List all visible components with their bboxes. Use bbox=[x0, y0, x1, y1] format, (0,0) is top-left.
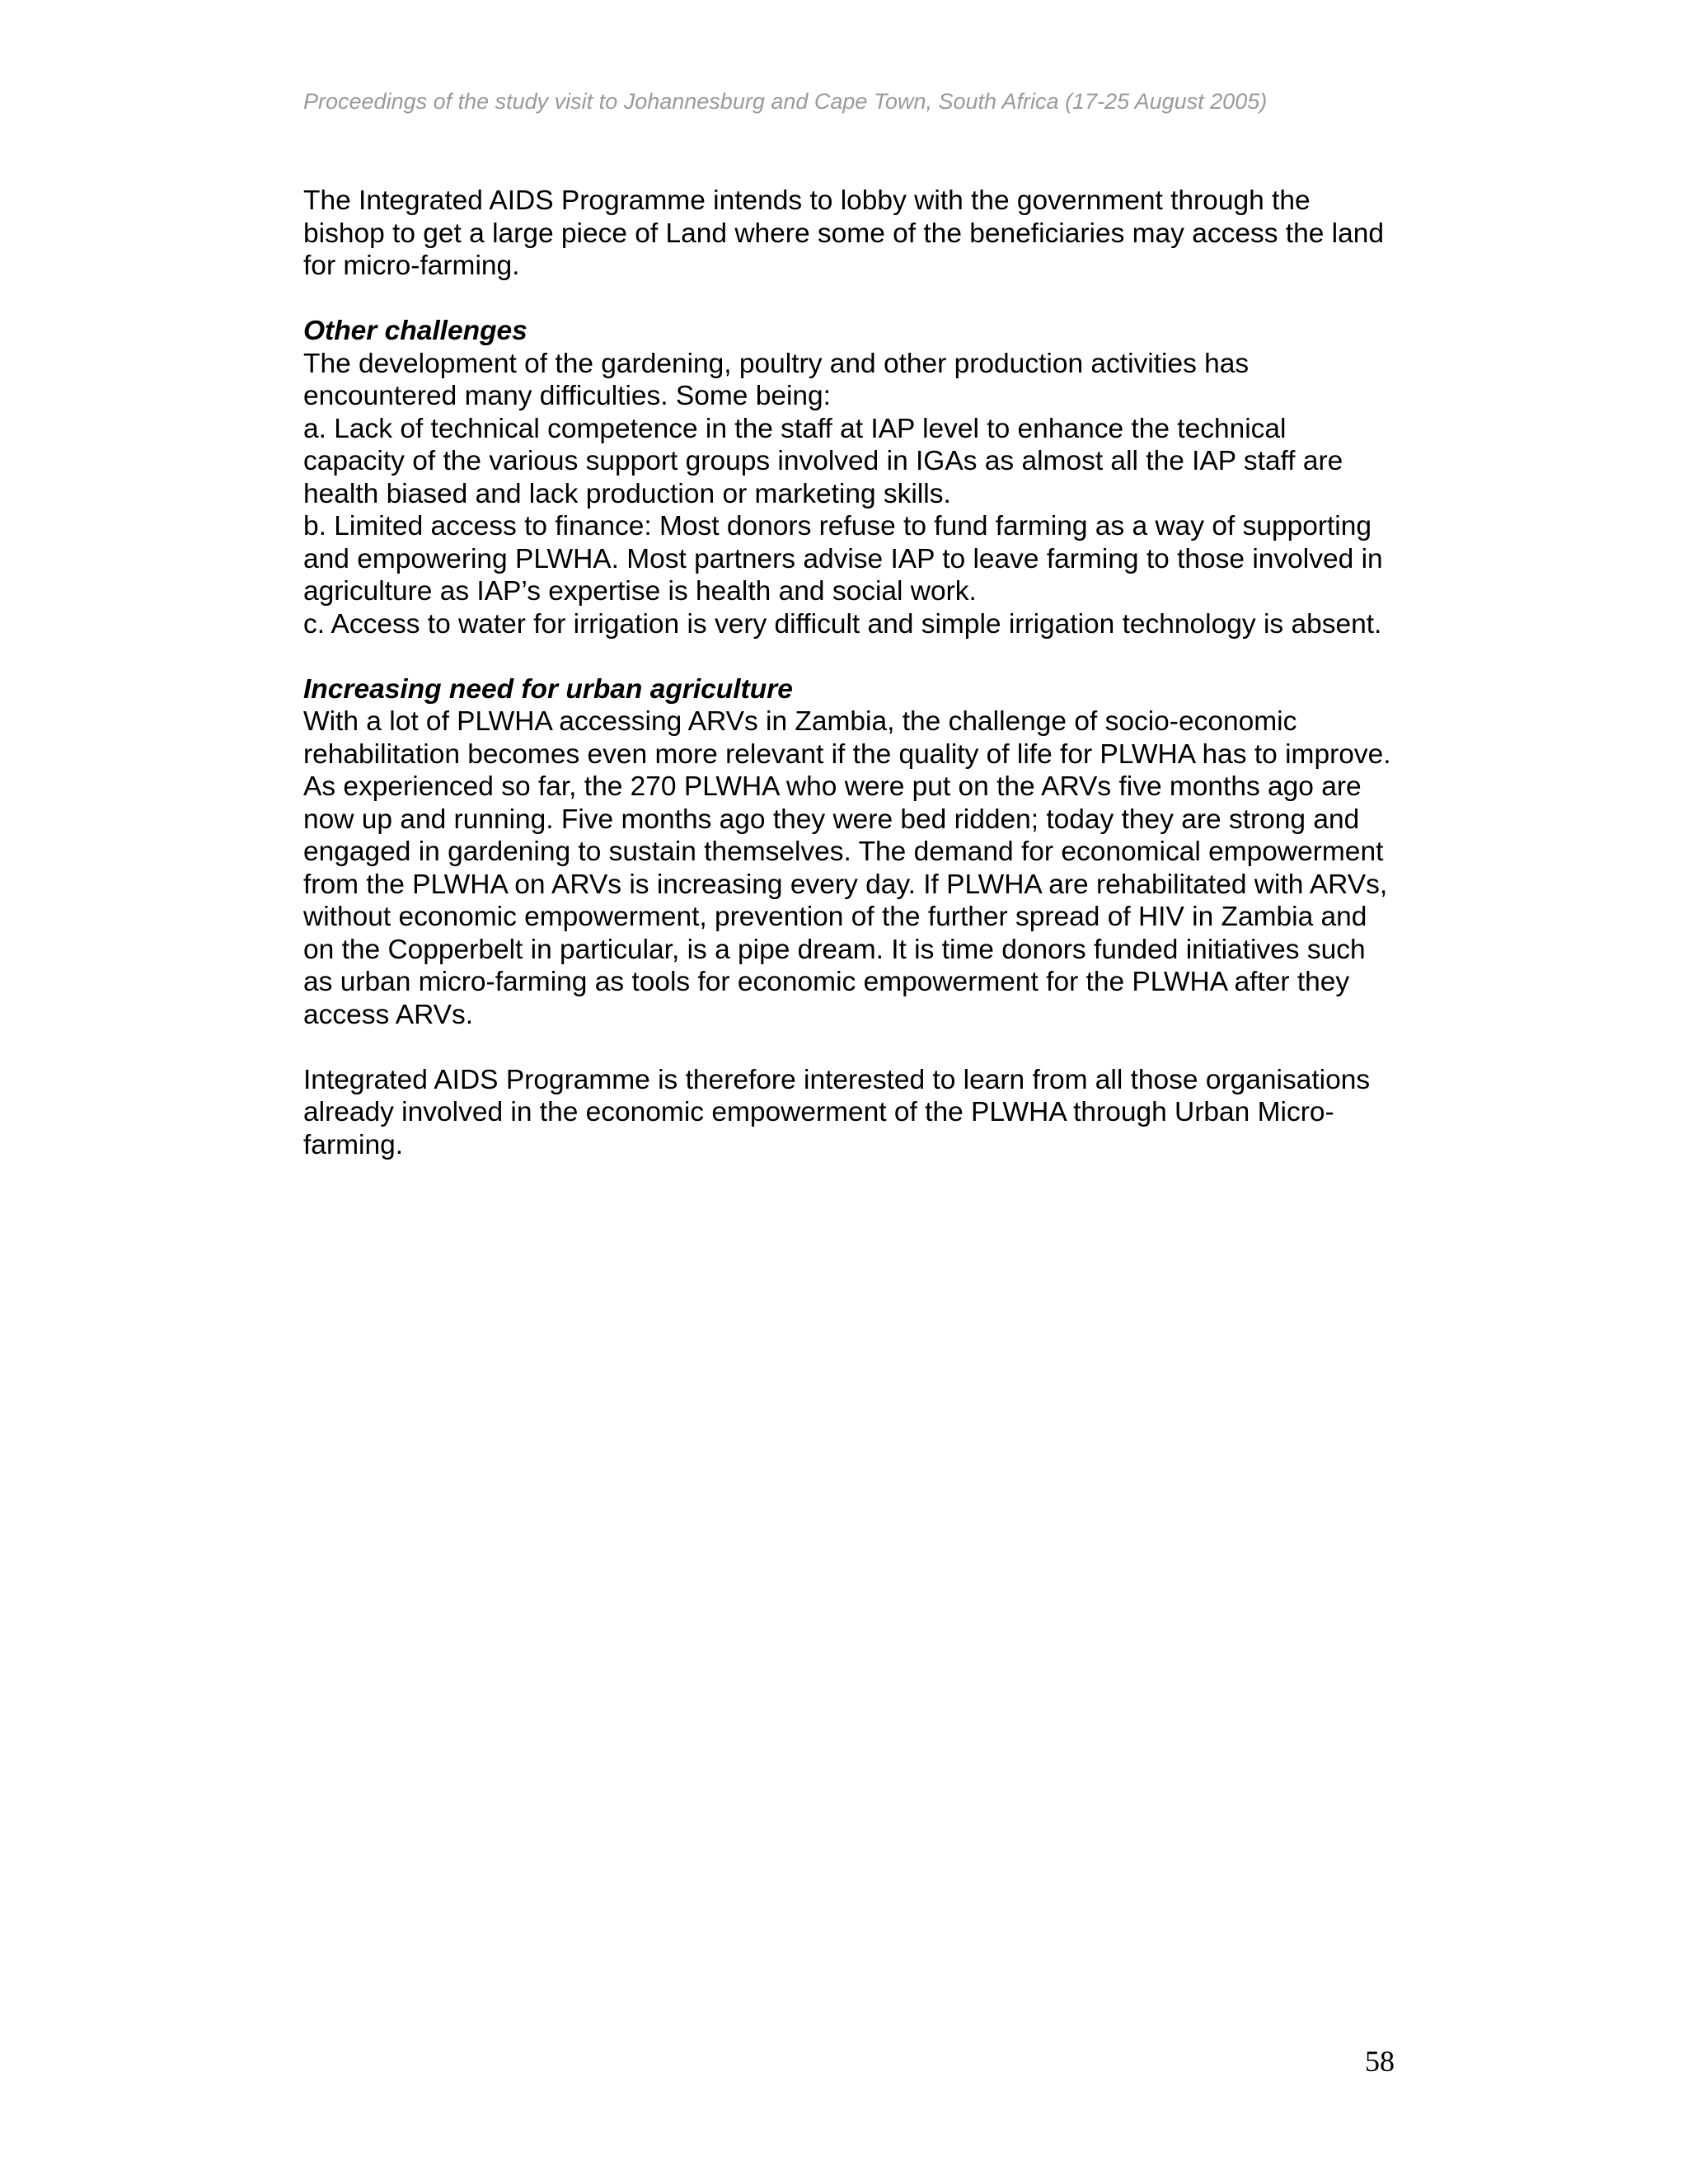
intro-paragraph: The Integrated AIDS Programme intends to lobby with the government through the bishop to get a large piece of Land where some of the beneficiaries may access the land for micro-farming. bbox=[303, 185, 1385, 281]
running-header: Proceedings of the study visit to Johannesburg and Cape Town, South Africa (17-25 August 2005) bbox=[303, 89, 1268, 114]
paragraph-spacer bbox=[303, 640, 1391, 673]
challenge-item-a: a. Lack of technical competence in the staff at IAP level to enhance the technical capacity of the various support groups involved in IGAs as almost all the IAP staff are health biased and lack production or marketing skills. bbox=[303, 413, 1343, 509]
section-heading-other-challenges: Other challenges bbox=[303, 316, 528, 346]
challenge-item-b: b. Limited access to finance: Most donors refuse to fund farming as a way of supporting and empowering PLWHA. Most partners advise IAP to leave farming to those involved in agriculture as IAP’s expertise is health and social work. bbox=[303, 511, 1383, 607]
paragraph-spacer bbox=[303, 283, 1391, 316]
closing-paragraph: Integrated AIDS Programme is therefore interested to learn from all those organisations already involved in the economic empowerment of the PLWHA through Urban Micro-farming. bbox=[303, 1064, 1371, 1160]
other-challenges-lead: The development of the gardening, poultry and other production activities has encountered many difficulties. Some being: bbox=[303, 348, 1250, 411]
paragraph-spacer bbox=[303, 1031, 1391, 1064]
page-number: 58 bbox=[1365, 2045, 1395, 2078]
section-heading-urban-agriculture: Increasing need for urban agriculture bbox=[303, 673, 793, 705]
urban-agriculture-paragraph: With a lot of PLWHA accessing ARVs in Zambia, the challenge of socio-economic rehabilitation becomes even more relevant if the quality of life for PLWHA has to improve. As experienced so far, the 270 PLWHA who were put on the ARVs five months ago are now up and running. Five months ago they were bed ridden; today they are strong and engaged in gardening to sustain themselves. The demand for economical empowerment from the PLWHA on ARVs is increasing every day. If PLWHA are rehabilitated with ARVs, without economic empowerment, prevention of the further spread of HIV in Zambia and on the Copperbelt in particular, is a pipe dream. It is time donors funded initiatives such as urban micro-farming as tools for economic empowerment for the PLWHA after they access ARVs. bbox=[303, 706, 1391, 1030]
document-body bbox=[303, 185, 1391, 1161]
challenge-item-c: c. Access to water for irrigation is very difficult and simple irrigation technology is absent. bbox=[303, 608, 1382, 640]
